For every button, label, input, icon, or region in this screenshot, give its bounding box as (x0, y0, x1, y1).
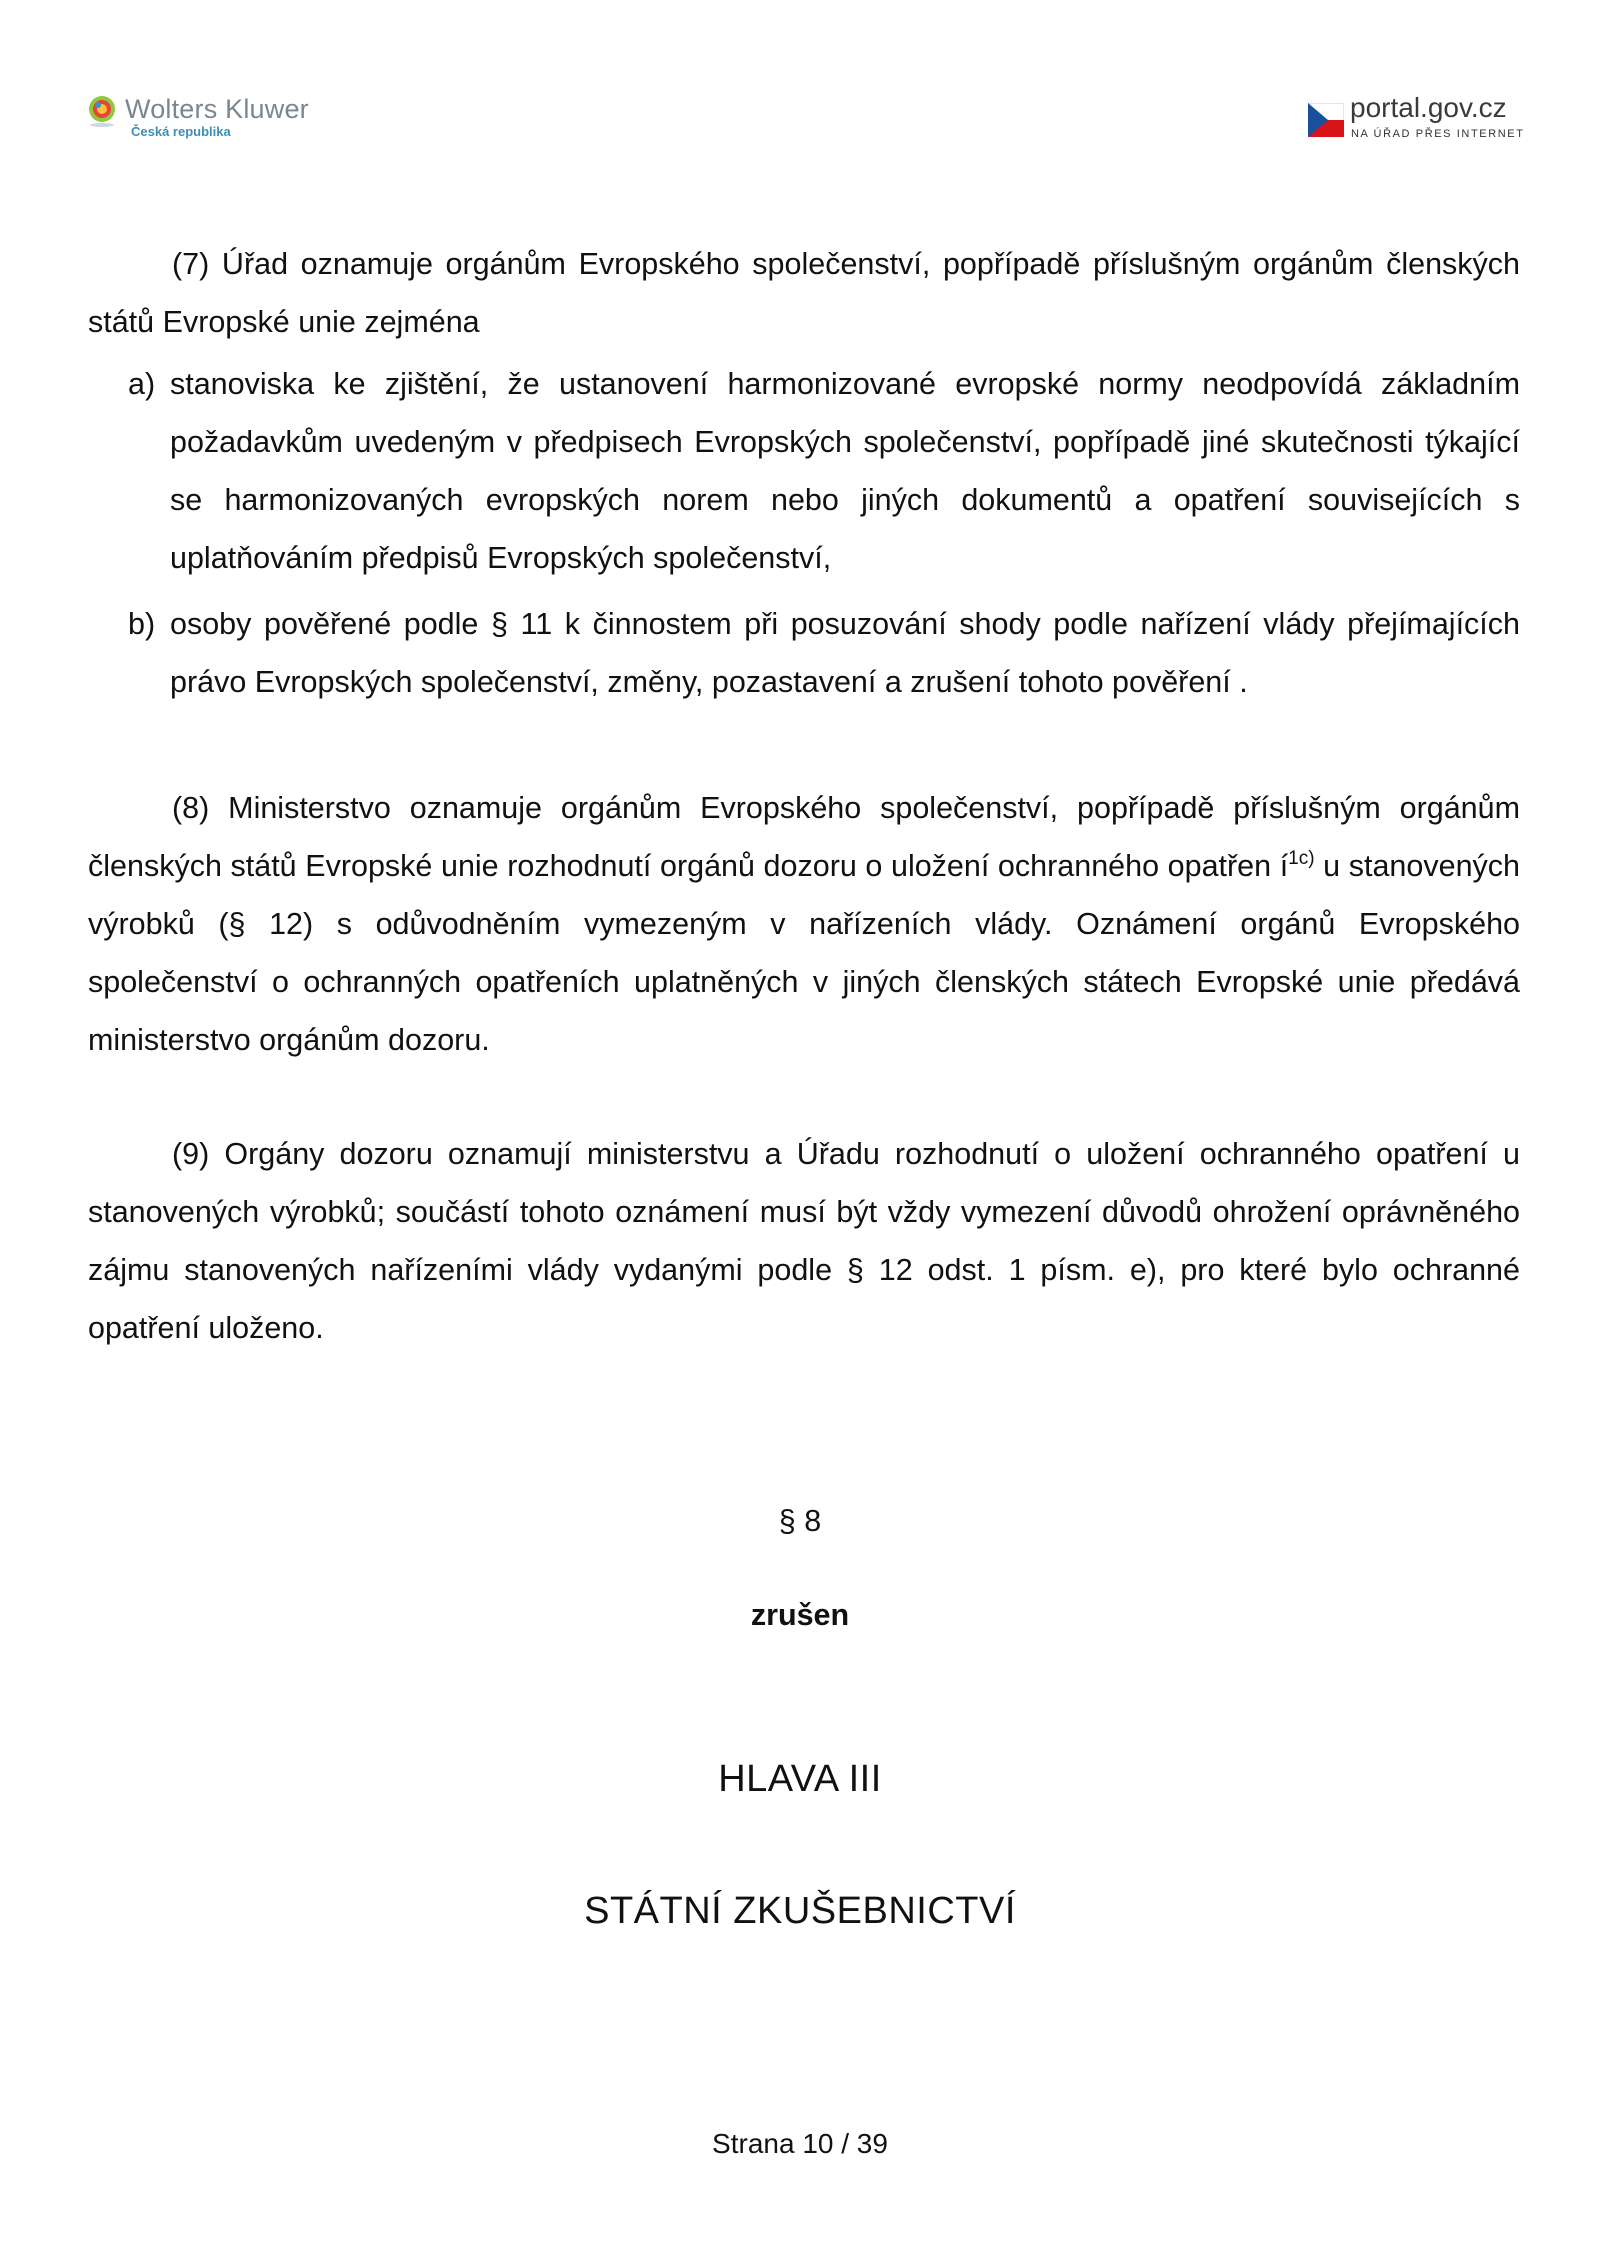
portal-name: portal.gov.cz (1350, 92, 1507, 123)
paragraph-8-text-start: (8) Ministerstvo oznamuje orgánům Evropského společenství, popřípadě příslušným orgánům členských států Evropské unie rozhodnutí orgánů dozoru o uložení ochranného opatřen í (88, 791, 1520, 883)
chapter-title: STÁTNÍ ZKUŠEBNICTVÍ (584, 1890, 1016, 1932)
paragraph-8 (88, 779, 1520, 1069)
list-marker: b) (128, 607, 156, 641)
wolters-kluwer-logo-icon (85, 94, 119, 128)
paragraph-7: (7) Úřad oznamuje orgánům Evropského společenství, popřípadě příslušným orgánům členských států Evropské unie zejména (88, 247, 1520, 339)
publisher-name: Wolters Kluwer (125, 94, 309, 124)
section-number: § 8 (778, 1504, 822, 1538)
paragraph-8-text-end: u stanovených výrobků (§ 12) s odůvodněním vymezeným v nařízeních vlády. Oznámení orgánů Evropského společenství o ochranných opatřeních uplatněných v jiných členských státech Evropské unie předává ministerstvo orgánům dozoru. (88, 849, 1520, 1057)
page-number: Strana 10 / 39 (712, 2128, 888, 2159)
czech-flag-icon (1308, 103, 1344, 137)
paragraph-7-list (128, 355, 1520, 711)
list-item-text: stanoviska ke zjištění, že ustanovení harmonizované evropské normy neodpovídá základním požadavkům uvedeným v předpisech Evropských společenství, popřípadě jiné skutečnosti týkající se harmonizovaných evropských norem nebo jiných dokumentů a opatření souvisejících s uplatňováním předpisů Evropských společenství, (170, 367, 1520, 575)
section-status: zrušen (750, 1598, 850, 1632)
list-marker: a) (128, 367, 156, 401)
chapter-label: HLAVA III (718, 1758, 882, 1800)
document-body (88, 235, 1520, 1357)
list-item-a (128, 355, 1520, 587)
publisher-subtitle: Česká republika (131, 124, 231, 139)
portal-logo (1308, 92, 1528, 145)
footnote-reference: 1c) (1288, 848, 1315, 869)
portal-tagline: NA ÚŘAD PŘES INTERNET (1351, 128, 1525, 140)
list-item-text: osoby pověřené podle § 11 k činnostem při posuzování shody podle nařízení vlády přejímajících právo Evropských společenství, změny, pozastavení a zrušení tohoto pověření . (170, 607, 1520, 699)
publisher-logo (85, 92, 309, 142)
paragraph-9: (9) Orgány dozoru oznamují ministerstvu a Úřadu rozhodnutí o uložení ochranného opatření u stanovených výrobků; součástí tohoto oznámení musí být vždy vymezení důvodů ohrožení oprávněného zájmu stanovených nařízeními vlády vydanými podle § 12 odst. 1 písm. e), pro které bylo ochranné opatření uloženo. (88, 1137, 1520, 1345)
list-item-b (128, 595, 1520, 711)
